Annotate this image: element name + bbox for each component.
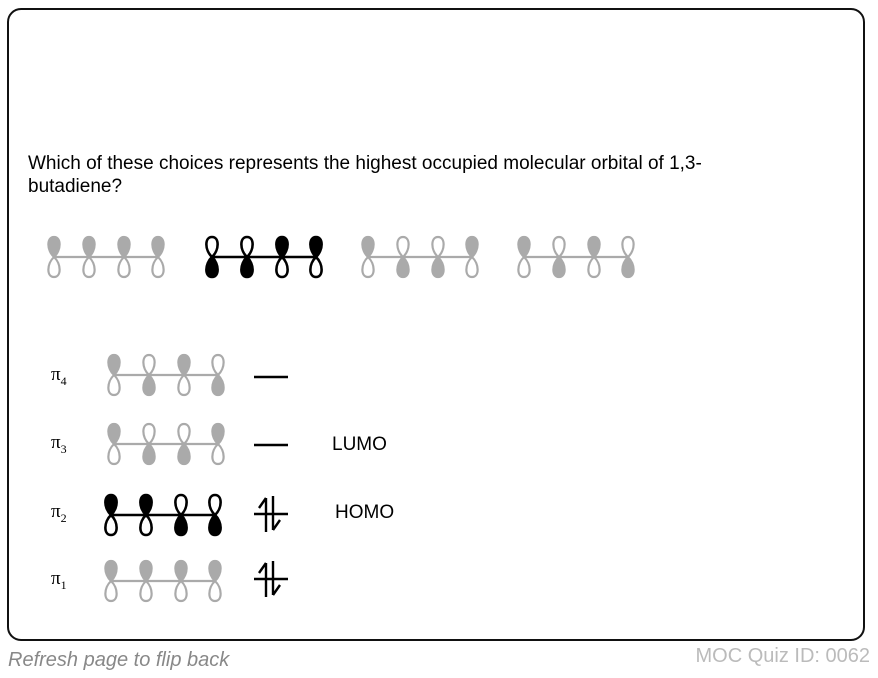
pi3-orbitals — [104, 421, 228, 467]
choice-b-p-orbital-3-lower-lobe — [276, 257, 287, 277]
pi4-label: $\pi_4$ — [51, 364, 67, 388]
pi3-p-orbital-2-lower-lobe — [143, 444, 154, 464]
pi2-p-orbital-4-upper-lobe — [209, 495, 220, 515]
pi4-p-orbital-3-lower-lobe — [178, 375, 189, 395]
choice-c-p-orbital-1-upper-lobe — [362, 237, 373, 257]
pi3-p-orbital-3-lower-lobe — [178, 444, 189, 464]
pi4-p-orbital-3-upper-lobe — [178, 355, 189, 375]
choice-a-p-orbital-1-lower-lobe — [48, 257, 59, 277]
pi2-orbitals — [101, 492, 225, 538]
choice-c-p-orbital-4-upper-lobe — [466, 237, 477, 257]
choice-d-p-orbital-3-upper-lobe — [588, 237, 599, 257]
pi1-p-orbital-4-lower-lobe — [209, 581, 220, 601]
pi3-p-orbital-4-lower-lobe — [212, 444, 223, 464]
quiz-card[interactable] — [7, 8, 865, 641]
pi2-p-orbital-4-lower-lobe — [209, 515, 220, 535]
choice-c-p-orbital-4-lower-lobe — [466, 257, 477, 277]
choice-b-p-orbital-2-lower-lobe — [241, 257, 252, 277]
lumo-tag: LUMO — [332, 434, 387, 455]
pi4-p-orbital-2-lower-lobe — [143, 375, 154, 395]
homo-tag: HOMO — [335, 502, 395, 523]
pi1-p-orbital-3-upper-lobe — [175, 561, 186, 581]
pi1-p-orbital-2-lower-lobe — [140, 581, 151, 601]
pi1-p-orbital-1-upper-lobe — [105, 561, 116, 581]
choice-c-p-orbital-2-lower-lobe — [397, 257, 408, 277]
choice-c-orbitals — [358, 234, 482, 280]
pi4-p-orbital-4-upper-lobe — [212, 355, 223, 375]
pi3-p-orbital-2-upper-lobe — [143, 424, 154, 444]
pi1-energy-level — [252, 554, 292, 609]
choice-a-p-orbital-4-upper-lobe — [152, 237, 163, 257]
pi1-p-orbital-1-lower-lobe — [105, 581, 116, 601]
refresh-hint: Refresh page to flip back — [8, 649, 230, 671]
choice-d-p-orbital-1-lower-lobe — [518, 257, 529, 277]
choice-d-p-orbital-2-upper-lobe — [553, 237, 564, 257]
choice-b-p-orbital-2-upper-lobe — [241, 237, 252, 257]
choice-c-p-orbital-1-lower-lobe — [362, 257, 373, 277]
pi3-p-orbital-1-lower-lobe — [108, 444, 119, 464]
choice-a-p-orbital-3-lower-lobe — [118, 257, 129, 277]
pi4-p-orbital-1-upper-lobe — [108, 355, 119, 375]
choice-a-p-orbital-4-lower-lobe — [152, 257, 163, 277]
choice-c-p-orbital-2-upper-lobe — [397, 237, 408, 257]
pi4-p-orbital-1-lower-lobe — [108, 375, 119, 395]
choice-b-p-orbital-4-lower-lobe — [310, 257, 321, 277]
pi2-p-orbital-1-lower-lobe — [105, 515, 116, 535]
choice-b[interactable] — [202, 234, 326, 280]
choice-c-p-orbital-3-lower-lobe — [432, 257, 443, 277]
pi3-label: $\pi_3$ — [51, 432, 67, 456]
choice-d[interactable] — [514, 234, 638, 280]
choice-b-p-orbital-1-lower-lobe — [206, 257, 217, 277]
pi2-p-orbital-3-lower-lobe — [175, 515, 186, 535]
pi3-p-orbital-1-upper-lobe — [108, 424, 119, 444]
choice-a-p-orbital-2-lower-lobe — [83, 257, 94, 277]
pi4-p-orbital-2-upper-lobe — [143, 355, 154, 375]
choice-b-orbitals — [202, 234, 326, 280]
quiz-id: MOC Quiz ID: 0062 — [695, 645, 870, 667]
choice-b-p-orbital-1-upper-lobe — [206, 237, 217, 257]
choice-a-orbitals — [44, 234, 168, 280]
pi1-p-orbital-4-upper-lobe — [209, 561, 220, 581]
pi4-p-orbital-4-lower-lobe — [212, 375, 223, 395]
choice-d-p-orbital-1-upper-lobe — [518, 237, 529, 257]
pi4-energy-level — [252, 352, 292, 407]
question-text: Which of these choices represents the highest occupied molecular orbital of 1,3-butadiene? — [28, 153, 702, 197]
choice-a-p-orbital-2-upper-lobe — [83, 237, 94, 257]
choice-d-p-orbital-4-upper-lobe — [622, 237, 633, 257]
pi4-orbitals — [104, 352, 228, 398]
choice-b-p-orbital-4-upper-lobe — [310, 237, 321, 257]
pi2-p-orbital-1-upper-lobe — [105, 495, 116, 515]
pi2-label: $\pi_2$ — [51, 501, 67, 525]
pi3-p-orbital-3-upper-lobe — [178, 424, 189, 444]
choice-c[interactable] — [358, 234, 482, 280]
choice-d-p-orbital-3-lower-lobe — [588, 257, 599, 277]
choice-d-orbitals — [514, 234, 638, 280]
choice-a[interactable] — [44, 234, 168, 280]
pi2-p-orbital-3-upper-lobe — [175, 495, 186, 515]
pi3-p-orbital-4-upper-lobe — [212, 424, 223, 444]
choice-d-p-orbital-2-lower-lobe — [553, 257, 564, 277]
pi2-p-orbital-2-lower-lobe — [140, 515, 151, 535]
pi1-p-orbital-2-upper-lobe — [140, 561, 151, 581]
choice-c-p-orbital-3-upper-lobe — [432, 237, 443, 257]
choice-a-p-orbital-3-upper-lobe — [118, 237, 129, 257]
pi1-orbitals — [101, 558, 225, 604]
choice-a-p-orbital-1-upper-lobe — [48, 237, 59, 257]
pi2-p-orbital-2-upper-lobe — [140, 495, 151, 515]
pi2-energy-level — [252, 489, 292, 544]
choice-d-p-orbital-4-lower-lobe — [622, 257, 633, 277]
choice-b-p-orbital-3-upper-lobe — [276, 237, 287, 257]
pi1-label: $\pi_1$ — [51, 568, 67, 592]
pi1-p-orbital-3-lower-lobe — [175, 581, 186, 601]
pi3-energy-level — [252, 420, 292, 475]
